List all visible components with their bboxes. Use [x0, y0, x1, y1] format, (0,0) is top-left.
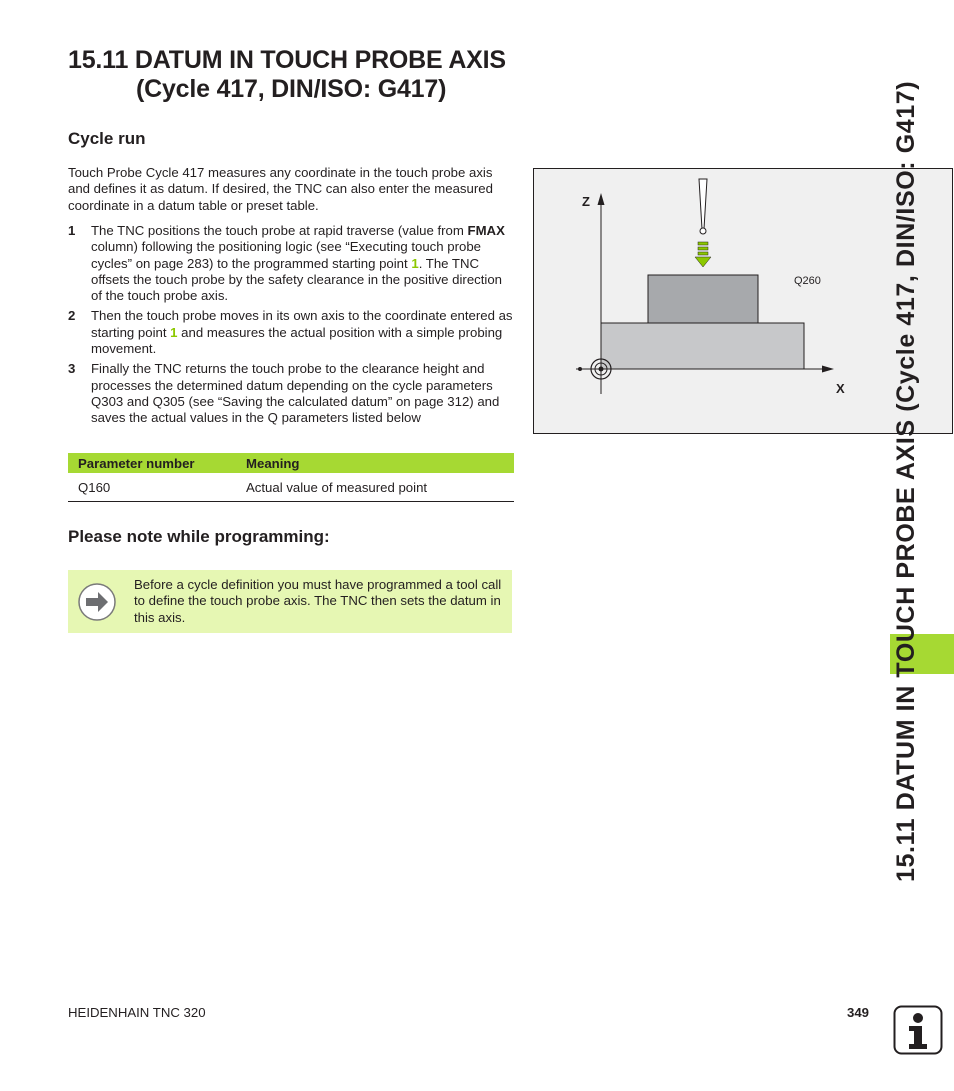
side-title: 15.11 DATUM IN TOUCH PROBE AXIS (Cycle 417, DIN/ISO: G417) [892, 80, 920, 882]
workpiece-step [648, 275, 758, 323]
footer-product: HEIDENHAIN TNC 320 [68, 1005, 206, 1020]
page-title [68, 46, 538, 104]
cycle-run-heading: Cycle run [68, 129, 146, 148]
page-number: 349 [847, 1005, 870, 1020]
page-title-line2: (Cycle 417, DIN/ISO: G417) [136, 75, 447, 103]
workpiece-base [601, 323, 804, 369]
steps-list [68, 223, 513, 431]
info-icon [893, 1005, 943, 1055]
x-axis-arrow [822, 366, 834, 373]
column-header: Parameter number [68, 453, 236, 473]
step-number: 2 [68, 308, 76, 324]
step-item [68, 223, 513, 304]
step-text: Finally the TNC returns the touch probe to the clearance height and processes the determined datum depending on the cycle parameters Q303 and Q305 (see “Saving the calculated datum” on page 312) and saves the actual values in the Q parameters listed below [91, 361, 500, 426]
fmax-keyword: FMAX [467, 223, 505, 238]
arrow-right-icon [77, 582, 117, 622]
probe-stylus [699, 179, 707, 229]
step-text: The TNC positions the touch probe at rapid traverse (value from [91, 223, 468, 238]
parameter-table [68, 453, 514, 502]
step-number: 1 [68, 223, 76, 238]
table-cell: Actual value of measured point [236, 473, 514, 502]
page-title-line1: 15.11 DATUM IN TOUCH PROBE AXIS [68, 46, 506, 74]
table-cell: Q160 [68, 473, 236, 502]
starting-point-ref: 1 [411, 255, 419, 271]
z-axis-arrow [598, 193, 605, 205]
step-text: Then the touch probe moves in its own axis to the coordinate entered as starting point [91, 308, 513, 340]
column-header: Meaning [236, 453, 514, 473]
intro-paragraph: Touch Probe Cycle 417 measures any coordinate in the touch probe axis and defines it as datum. If desired, the TNC can also enter the measured coordinate in a datum table or preset table. [68, 165, 493, 213]
step-number: 3 [68, 361, 76, 377]
arrow-down-icon [695, 257, 711, 267]
step-text: . The TNC offsets the touch probe by the safety clearance in the positive direction of the touch probe axis. [91, 255, 503, 304]
step-text: column) following the positioning logic (see “Executing touch probe cycles” on page 283) to the programmed starting point [91, 239, 481, 271]
q260-label: Q260 [794, 275, 821, 287]
note-text: Before a cycle definition you must have programmed a tool call to define the touch probe axis. The TNC then sets the datum in this axis. [134, 577, 502, 625]
x-axis-label: X [836, 381, 845, 396]
table-row [68, 473, 514, 502]
table-header-row [68, 453, 514, 473]
note-box [68, 570, 512, 633]
step-text: and measures the actual position with a simple probing movement. [91, 324, 503, 357]
note-heading: Please note while programming: [68, 527, 330, 546]
z-axis-label: Z [582, 194, 590, 209]
starting-point-ref: 1 [170, 324, 178, 340]
step-item [68, 308, 513, 357]
step-item [68, 361, 513, 426]
